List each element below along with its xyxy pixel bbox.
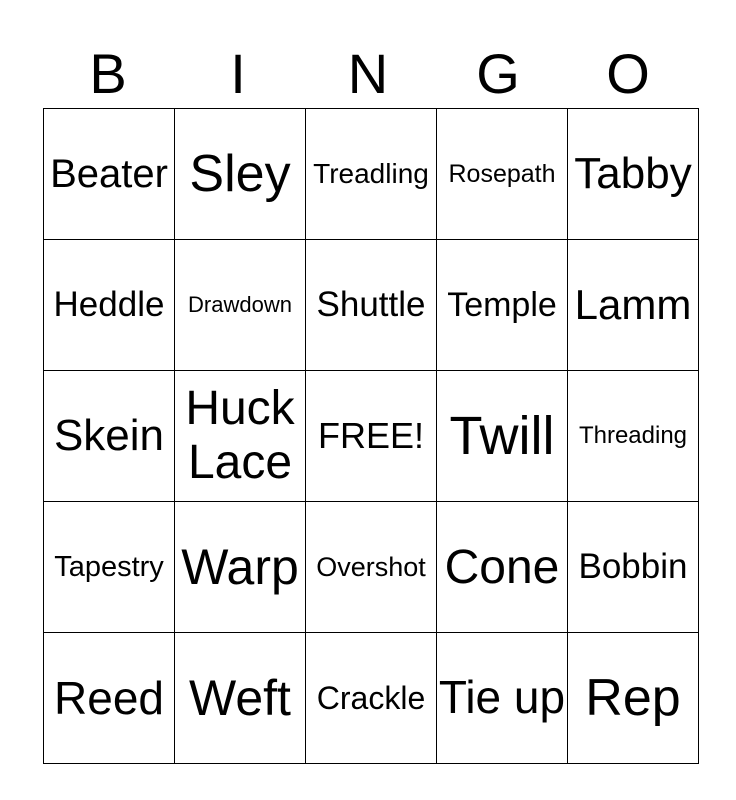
- bingo-cell: [44, 240, 175, 371]
- cell-word: Cone: [444, 540, 560, 594]
- cell-word: Rep: [585, 669, 681, 727]
- grid-row-4: [44, 502, 699, 633]
- cell-word: Treadling: [313, 158, 429, 189]
- cell-word: Heddle: [53, 285, 165, 324]
- cell-word: Overshot: [316, 551, 426, 582]
- bingo-cell: [306, 109, 437, 240]
- grid-row-3: [44, 371, 699, 502]
- cell-word: FREE!: [317, 415, 424, 456]
- header-letter-g: G: [476, 42, 520, 105]
- cell-word: Tapestry: [54, 550, 164, 583]
- grid-row-2: [44, 240, 699, 371]
- bingo-cell: [306, 502, 437, 633]
- cell-word: Skein: [53, 411, 165, 460]
- cell-word: Warp: [181, 539, 299, 595]
- cell-word: Shuttle: [316, 285, 426, 324]
- bingo-cell: [568, 502, 699, 633]
- cell-word: Sley: [189, 145, 291, 203]
- header-letter-n: N: [347, 42, 389, 105]
- bingo-cell: [568, 633, 699, 764]
- cell-word: Weft: [189, 670, 291, 726]
- cell-word: Huck Lace: [185, 382, 295, 489]
- bingo-cell: [175, 240, 306, 371]
- bingo-cell: [437, 109, 568, 240]
- bingo-header: [43, 40, 693, 108]
- cell-word: Bobbin: [578, 547, 688, 586]
- bingo-cell: [568, 109, 699, 240]
- cell-word: Crackle: [316, 679, 426, 716]
- bingo-cell: [437, 371, 568, 502]
- bingo-cell: [44, 371, 175, 502]
- bingo-cell: [568, 240, 699, 371]
- bingo-cell: [175, 371, 306, 502]
- bingo-cell: [44, 633, 175, 764]
- cell-word: Rosepath: [448, 159, 556, 188]
- bingo-cell: [306, 240, 437, 371]
- bingo-cell: [437, 502, 568, 633]
- bingo-cell: [437, 633, 568, 764]
- cell-word: Reed: [54, 672, 164, 724]
- grid-row-1: [44, 109, 699, 240]
- cell-word: Twill: [449, 406, 555, 466]
- cell-word: Threading: [578, 422, 688, 449]
- bingo-cell: [175, 502, 306, 633]
- bingo-cell: [306, 633, 437, 764]
- bingo-cell: [568, 371, 699, 502]
- bingo-card-grid: [43, 108, 699, 764]
- header-letter-o: O: [606, 42, 650, 105]
- bingo-cell: [175, 109, 306, 240]
- bingo-cell: [44, 502, 175, 633]
- cell-word: Beater: [50, 151, 168, 196]
- bingo-cell: [175, 633, 306, 764]
- cell-word: Lamm: [574, 281, 692, 328]
- cell-word: Tabby: [574, 149, 692, 198]
- header-letter-i: I: [230, 42, 246, 105]
- grid-row-5: [44, 633, 699, 764]
- bingo-cell: [306, 371, 437, 502]
- header-letter-b: B: [89, 42, 127, 105]
- cell-word: Temple: [447, 285, 557, 324]
- bingo-cell: [44, 109, 175, 240]
- cell-word: Drawdown: [188, 292, 292, 317]
- cell-word: Tie up: [438, 671, 566, 724]
- bingo-cell: [437, 240, 568, 371]
